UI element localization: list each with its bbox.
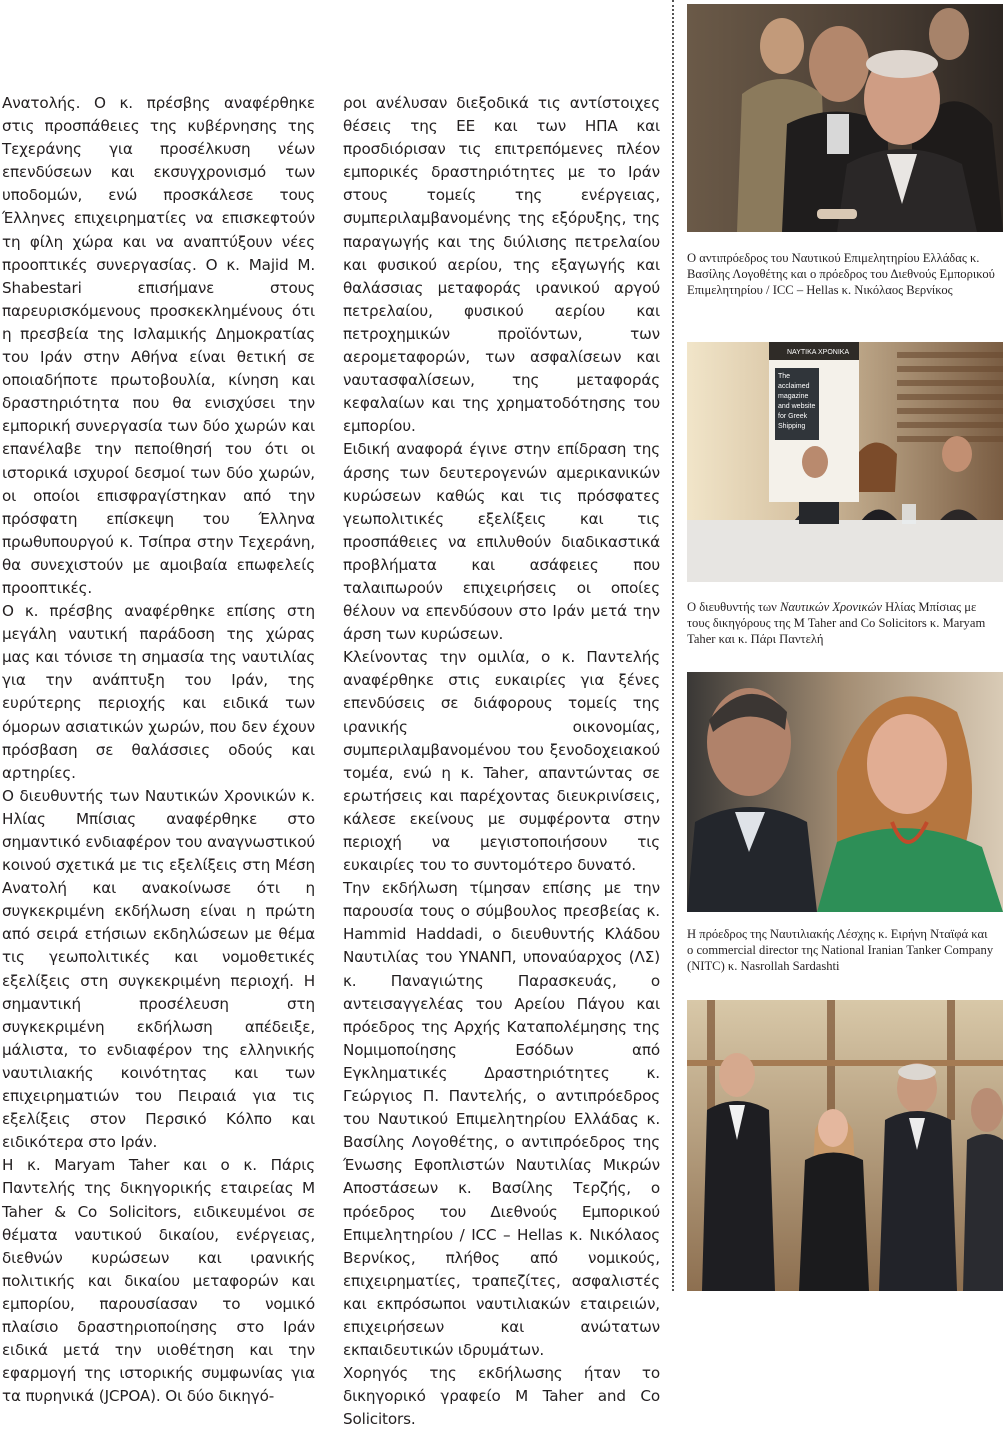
photo-ntaifa-sardashti	[687, 672, 1003, 912]
banner-tagline-line: Shipping	[778, 423, 806, 430]
banner-tagline-line: magazine	[778, 393, 809, 400]
caption-text: Ηλίας Μπίσιας με τους δικηγόρους της M Taher and Co Solicitors κ. Maryam Taher και κ. Πάρι Παντελή	[687, 600, 986, 647]
article-paragraph: Η κ. Maryam Taher και ο κ. Πάρις Παντελής της δικηγορικής εταιρείας M Taher & Co Solicitors, ειδικευμένοι σε θέματα ναυτικού δικαίου, ενέργειας, διεθνών κυρώσεων και ιρανικής πολιτικής και δικαίου μεταφορών και εμπορίου, παρουσίασαν το νομικό πλαίσιο δραστηριοποίησης στο Ιράν ειδικά μετά την υιοθέτηση και την εφαρμογή της ιστορικής συμφωνίας για τα πυρηνικά (JCPOA). Οι δύο δικηγό-	[2, 1156, 315, 1406]
banner-tagline-line: and website	[778, 403, 816, 410]
article-column-1	[2, 92, 315, 1408]
banner-tagline-line: The	[778, 373, 791, 380]
photo-caption: Η πρόεδρος της Ναυτιλιακής Λέσχης κ. Ειρήνη Νταϊφά και ο commercial director της National Iranian Tanker Company (NITC) κ. Nasrollah Sardashti	[687, 927, 994, 974]
photo-logothetis-vernikos	[687, 4, 1003, 232]
article-paragraph: Ανατολής. Ο κ. πρέσβης αναφέρθηκε στις προσπάθειες της κυβέρνησης της Τεχεράνης για προσέλκυση νέων επενδύσεων και εκσυγχρονισμό των υποδομών, ενώ προσκάλεσε τους Έλληνες επιχειρηματίες να επισκεφτούν τη φίλη χώρα και να αναπτύξουν νέες προοπτικές συνεργασίας. Ο κ. Majid M. Shabestari επισήμανε στους παρευρισκόμενους προσκεκλημένους ότι η πρεσβεία της Ισλαμικής Δημοκρατίας του Ιράν στην Αθήνα είναι θετική σε οποιαδήποτε πρωτοβουλία, κίνηση και δραστηριότητα που θα ενισχύσει την εμπορική συνεργασία των δύο χωρών και επανέλαβε την πεποίθησή του ότι οι ιστορικά ισχυροί δεσμοί των δύο χωρών, οι οποίοι επισφραγίστηκαν από την πρόσφατη επίσκεψη του Έλληνα πρωθυπουργού κ. Τσίπρα στην Τεχεράνη, θα συνεχιστούν με αμοιβαία επωφελείς προοπτικές.	[2, 94, 315, 597]
article-paragraph: Ο κ. πρέσβης αναφέρθηκε επίσης στη μεγάλη ναυτική παράδοση της χώρας μας και τόνισε τη σημασία της ναυτιλίας για την ανάπτυξη του Ιράν, της ευρύτερης περιοχής και ειδικά των όμορων ασιατικών χωρών, που δεν έχουν πρόσβαση σε θαλάσσιες οδούς και αρτηρίες.	[2, 602, 315, 782]
article-paragraph: Ο διευθυντής των Ναυτικών Χρονικών κ. Ηλίας Μπίσιας αναφέρθηκε στο σημαντικό ενδιαφέρον του αναγνωστικού κοινού σχετικά με τις εξελίξεις στη Μέση Ανατολή και ανακοίνωσε ότι η συγκεκριμένη εκδήλωση είναι η πρώτη από σειρά ετήσιων εκδηλώσεων με θέμα τις γεωπολιτικές και νομοθετικές εξελίξεις στη συγκεκριμένη περιοχή. Η σημαντική προσέλευση στη συγκεκριμένη εκδήλωση απέδειξε, μάλιστα, το ενδιαφέρον της ελληνικής ναυτιλιακής κοινότητας και των επιχειρηματιών του Πειραιά για τις εξελίξεις στον Περσικό Κόλπο και ειδικότερα στο Ιράν.	[2, 786, 315, 1152]
banner-tagline-line: acclaimed	[778, 383, 810, 390]
photo-panel-speakers	[687, 342, 1003, 582]
article-paragraph: Κλείνοντας την ομιλία, ο κ. Παντελής αναφέρθηκε στις ευκαιρίες για ξένες επενδύσεις σε διάφορους τομείς της ιρανικής οικονομίας, συμπεριλαμβανομένου του ξενοδοχειακού τομέα, ενώ η κ. Taher, απαντώντας σε ερωτήσεις και παρέχοντας διευκρινίσεις, κάλεσε εκείνους με συμφέροντα στην περιοχή να μεγιστοποιήσουν τις ευκαιρίες του το συντομότερο δυνατό.	[343, 648, 660, 875]
article-paragraph: Την εκδήλωση τίμησαν επίσης με την παρουσία τους ο σύμβουλος πρεσβείας κ. Hammid Haddadi, ο διευθυντής Κλάδου Ναυτιλίας του ΥΝΑΝΠ, υποναύαρχος (ΛΣ) κ. Παναγιώτης Παρασκευάς, ο αντεισαγγελέας του Αρείου Πάγου και πρόεδρος της Αρχής Καταπολέμησης της Νομιμοποίησης Εσόδων από Εγκληματικές Δραστηριότητες κ. Γεώργιος Π. Παντελής, ο αντιπρόεδρος του Ναυτικού Επιμελητηρίου Ελλάδας κ. Βασίλης Λογοθέτης, ο αντιπρόεδρος της Ένωσης Εφοπλιστών Ναυτιλίας Μικρών Αποστάσεων κ. Βασίλης Τερζής, ο πρόεδρος του Διεθνούς Εμπορικού Επιμελητηρίου / ICC – Hellas κ. Νικόλαος Βερνίκος, πλήθος από νομικούς, επιχειρηματίες, τραπεζίτες, ασφαλιστές και εκπρόσωποι ναυτιλιακών εταιρειών, επιχειρήσεων και ανώτατων εκπαιδευτικών ιδρυμάτων.	[343, 879, 660, 1360]
photo-caption	[687, 599, 995, 648]
dotted-column-divider	[672, 0, 674, 1291]
banner-tagline-line: for Greek	[778, 413, 808, 420]
article-column-2	[343, 92, 660, 1431]
caption-text: Ο διευθυντής των	[687, 600, 781, 614]
photo-caption: Ο αντιπρόεδρος του Ναυτικού Επιμελητηρίου Ελλάδας κ. Βασίλης Λογοθέτης και ο πρόεδρος του Διεθνούς Εμπορικού Επιμελητηρίου / ICC – Hellas κ. Νικόλαος Βερνίκος	[687, 251, 995, 298]
photo-group-guests	[687, 1000, 1003, 1291]
caption-publication-name: Ναυτικών Χρονικών	[780, 600, 882, 614]
article-paragraph: ροι ανέλυσαν διεξοδικά τις αντίστοιχες θέσεις της ΕΕ και των ΗΠΑ και προσδιόρισαν τις επιτρεπόμενες πλέον εμπορικές δραστηριότητες με το Ιράν στους τομείς της ενέργειας, συμπεριλαμβανομένης της εξόρυξης, της παραγωγής και της διύλισης πετρελαίου και φυσικού αερίου, της εξαγωγής και θαλάσσιας μεταφοράς ιρανικού αργού πετρελαίου, φυσικού αερίου και πετροχημικών προϊόντων, των αερομεταφορών, των ασφαλίσεων και ναυτασφαλίσεων, της μεταφοράς κεφαλαίων και της χρηματοδότησης του εμπορίου.	[343, 94, 660, 436]
article-paragraph: Ειδική αναφορά έγινε στην επίδραση της άρσης των δευτερογενών αμερικανικών κυρώσεων καθώς και τις πρόσφατες γεωπολιτικές εξελίξεις και τις προσπάθειες να επιλυθούν διαδικαστικά προβλήματα και ασάφειες που ταλαιπωρούν επιχειρήσεις οι οποίες θέλουν να επενδύσουν στο Ιράν μετά την άρση των κυρώσεων.	[343, 440, 660, 644]
banner-brand: ΝΑΥΤΙΚΑ ΧΡΟΝΙΚΑ	[787, 349, 850, 356]
article-paragraph: Χορηγός της εκδήλωσης ήταν το δικηγορικό γραφείο M Taher and Co Solicitors.	[343, 1364, 660, 1429]
